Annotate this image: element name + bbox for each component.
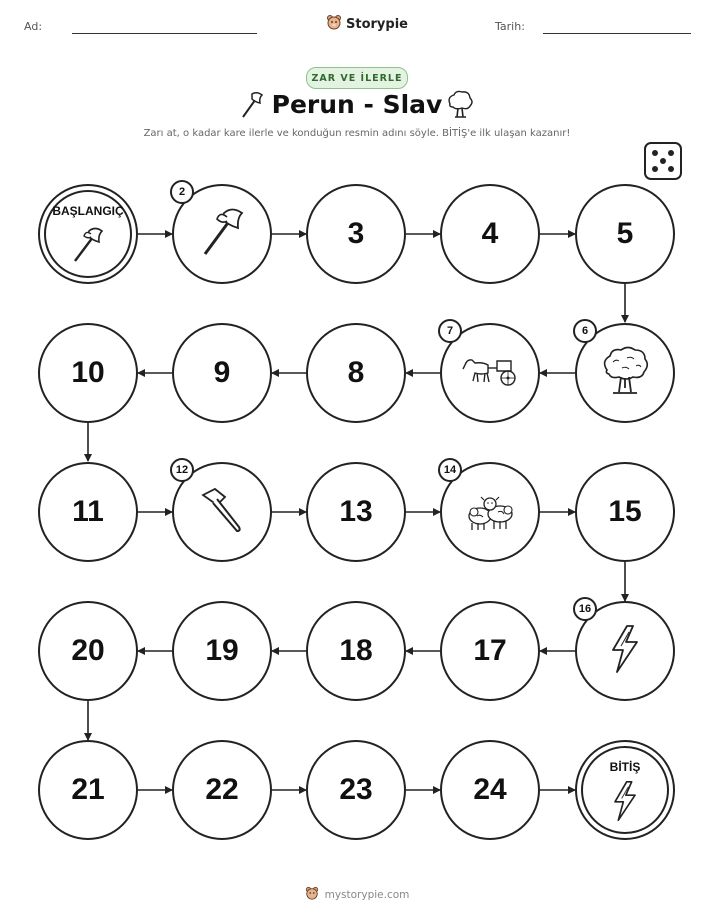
space-number: 5 [616,217,634,250]
space-number: 13 [339,495,373,528]
game-type-tag: ZAR VE İLERLE [306,67,408,89]
space-5[interactable] [575,184,675,284]
space-number: 21 [71,773,105,806]
space-15[interactable] [575,462,675,562]
space-badge: 6 [573,319,597,343]
space-number: 15 [608,495,642,528]
space-number: 23 [339,773,373,806]
name-label: Ad: [24,20,43,33]
space-number: 19 [205,634,239,667]
space-18[interactable] [306,601,406,701]
horse-cart-icon [461,351,519,395]
space-number: 17 [473,634,507,667]
space-17[interactable] [440,601,540,701]
space-number: 22 [205,773,239,806]
footer-url[interactable]: mystorypie.com [324,888,410,901]
brand-name: Storypie [346,16,408,32]
space-19[interactable] [172,601,272,701]
hammer-icon [195,483,249,541]
space-6[interactable] [575,323,675,423]
footer [0,886,714,903]
space-8[interactable] [306,323,406,423]
bear-mascot-icon [305,886,319,903]
axe-icon [69,225,107,269]
space-21[interactable] [38,740,138,840]
space-16[interactable] [575,601,675,701]
space-13[interactable] [306,462,406,562]
space-number: 8 [347,356,365,389]
space-number: 9 [213,356,231,389]
space-finish[interactable] [575,740,675,840]
finish-label: BİTİŞ [609,760,641,774]
space-7[interactable] [440,323,540,423]
space-number: 3 [347,217,365,250]
space-badge: 2 [170,180,194,204]
start-label: BAŞLANGIÇ [52,204,124,218]
space-badge: 14 [438,458,462,482]
space-20[interactable] [38,601,138,701]
space-badge: 7 [438,319,462,343]
space-14[interactable] [440,462,540,562]
lightning-icon [610,780,640,826]
space-10[interactable] [38,323,138,423]
space-number: 24 [473,773,507,806]
space-number: 4 [481,217,499,250]
space-24[interactable] [440,740,540,840]
axe-icon [196,205,248,263]
space-number: 20 [71,634,105,667]
space-number: 11 [72,495,104,528]
instructions: Zarı at, o kadar kare ilerle ve konduğun resmin adını söyle. BİTİŞ'e ilk ulaşan kazanır! [143,128,571,139]
space-badge: 12 [170,458,194,482]
game-title: Perun - Slav [271,90,443,119]
space-badge: 16 [573,597,597,621]
space-2[interactable] [172,184,272,284]
space-3[interactable] [306,184,406,284]
space-23[interactable] [306,740,406,840]
space-4[interactable] [440,184,540,284]
oak-tree-icon [598,344,652,402]
lightning-icon [607,624,643,678]
space-start[interactable] [38,184,138,284]
space-9[interactable] [172,323,272,423]
space-11[interactable] [38,462,138,562]
cattle-herd-icon [460,486,520,538]
space-12[interactable] [172,462,272,562]
date-label: Tarih: [495,20,525,33]
space-number: 10 [71,356,105,389]
space-number: 18 [339,634,373,667]
space-22[interactable] [172,740,272,840]
